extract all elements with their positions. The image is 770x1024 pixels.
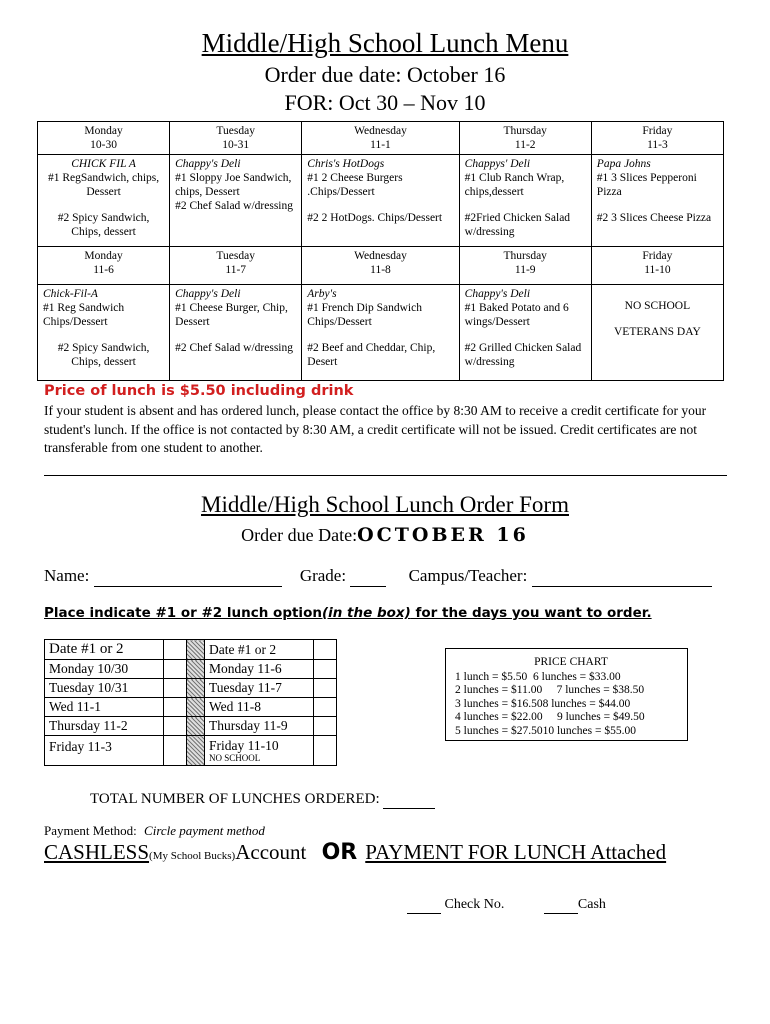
price-chart-line: 5 lunches = $27.5010 lunches = $55.00 [455, 724, 636, 737]
menu-cell: Papa Johns #1 3 Slices Pepperoni Pizza #2 3 Slices Cheese Pizza [591, 155, 723, 247]
cashless-option[interactable]: CASHLESS [44, 840, 150, 864]
payment-label: Payment Method: [44, 823, 137, 838]
grade-label: Grade: [299, 566, 347, 585]
order-due-label: Order due date: [264, 62, 402, 87]
price-chart-title: PRICE CHART [534, 656, 608, 668]
payment-method [44, 823, 265, 839]
order-right-header: Date #1 or 2 [205, 640, 314, 660]
order-box[interactable] [314, 660, 337, 679]
date-range: FOR: Oct 30 – Nov 10 [284, 90, 486, 115]
menu-day-header: Wednesday 11-1 [302, 122, 459, 155]
no-school-note: NO SCHOOL [624, 300, 691, 312]
week2-header-row [38, 247, 724, 285]
menu-cell: CHICK FIL A #1 RegSandwich, chips, Dessert #2 Spicy Sandwich, Chips, dessert [38, 155, 170, 247]
separator-shade [187, 698, 205, 717]
total-label: TOTAL NUMBER OF LUNCHES ORDERED: [90, 791, 380, 807]
check-field[interactable] [407, 897, 441, 914]
order-box[interactable] [164, 660, 187, 679]
order-date-cell [205, 736, 314, 766]
order-date: Thursday 11-9 [205, 717, 314, 736]
week2-items-row [38, 285, 724, 381]
separator-shade [187, 736, 205, 766]
menu-day-header: Friday 11-10 [591, 247, 723, 285]
order-box[interactable] [164, 679, 187, 698]
menu-cell: Chappy's Deli #1 Sloppy Joe Sandwich, chips, Dessert #2 Chef Salad w/dressing [170, 155, 302, 247]
order-left-header: Date #1 or 2 [45, 640, 164, 660]
account-label: Account [235, 840, 307, 864]
menu-day-header: Thursday 11-9 [459, 247, 591, 285]
order-date: Friday 11-3 [45, 736, 164, 766]
my-school-bucks: (My School Bucks) [149, 850, 236, 862]
menu-cell: Chappy's Deli #1 Cheese Burger, Chip, Dessert #2 Chef Salad w/dressing [170, 285, 302, 381]
menu-day-header: Wednesday 11-8 [302, 247, 459, 285]
menu-cell: Chappy's Deli #1 Baked Potato and 6 wings/Dessert #2 Grilled Chicken Salad w/dressing [459, 285, 591, 381]
instruction: Place indicate #1 or #2 lunch option(in the box) for the days you want to order. [44, 605, 652, 621]
order-box[interactable] [164, 736, 187, 766]
order-table [44, 639, 337, 766]
price-chart [445, 648, 688, 741]
price-chart-line: 1 lunch = $5.50 6 lunches = $33.00 [455, 670, 621, 683]
menu-day-header: Monday 10-30 [38, 122, 170, 155]
total-lunches [90, 791, 435, 809]
order-due-line [0, 62, 770, 88]
payment-hint: Circle payment method [144, 823, 265, 838]
week1-header-row [38, 122, 724, 155]
form-due-value: OCTOBER 16 [357, 524, 529, 546]
page-title: Middle/High School Lunch Menu [201, 28, 569, 58]
name-field[interactable] [94, 566, 282, 587]
menu-cell [591, 285, 723, 381]
price-chart-line: 4 lunches = $22.00 9 lunches = $49.50 [455, 711, 645, 723]
divider [44, 475, 727, 476]
order-box[interactable] [314, 698, 337, 717]
menu-day-header: Thursday 11-2 [459, 122, 591, 155]
form-due-line [0, 524, 770, 546]
order-box[interactable] [164, 698, 187, 717]
total-field[interactable] [383, 791, 435, 809]
menu-day-header: Tuesday 11-7 [170, 247, 302, 285]
order-date: Tuesday 10/31 [45, 679, 164, 698]
menu-cell: Chick-Fil-A #1 Reg Sandwich Chips/Dessert #2 Spicy Sandwich, Chips, dessert [38, 285, 170, 381]
order-date: Wed 11-1 [45, 698, 164, 717]
credit-policy: If your student is absent and has ordered lunch, please contact the office by 8:30 AM to receive a credit certificate for your student's lunch. If the office is not contacted by 8:30 AM, a credit certificate will not be issued. Credit certificates are not transferable from one student to another. [44, 403, 707, 455]
order-box[interactable] [314, 679, 337, 698]
form-title: Middle/High School Lunch Order Form [201, 492, 569, 517]
separator-shade [187, 660, 205, 679]
payment-options [44, 840, 666, 865]
order-box[interactable] [314, 717, 337, 736]
separator-shade [187, 717, 205, 736]
menu-day-header: Friday 11-3 [591, 122, 723, 155]
order-date: Thursday 11-2 [45, 717, 164, 736]
campus-field[interactable] [532, 566, 712, 587]
veterans-day-note: VETERANS DAY [614, 326, 701, 338]
order-box[interactable] [164, 717, 187, 736]
menu-cell: Chris's HotDogs #1 2 Cheese Burgers .Chips/Dessert #2 2 HotDogs. Chips/Dessert [302, 155, 459, 247]
cash-label: Cash [577, 897, 606, 912]
order-box[interactable] [164, 640, 187, 660]
order-box[interactable] [314, 640, 337, 660]
student-fields [44, 566, 712, 587]
week1-items-row [38, 155, 724, 247]
order-date: Monday 11-6 [205, 660, 314, 679]
campus-label: Campus/Teacher: [408, 566, 528, 585]
name-label: Name: [44, 566, 90, 585]
menu-day-header: Tuesday 10-31 [170, 122, 302, 155]
separator-shade [187, 640, 205, 660]
price-notice: Price of lunch is $5.50 including drink [44, 383, 354, 399]
order-due-value: October 16 [406, 62, 506, 87]
no-school-small: NO SCHOOL [209, 753, 261, 763]
or-label: OR [321, 840, 358, 865]
menu-day-header: Monday 11-6 [38, 247, 170, 285]
grade-field[interactable] [350, 566, 386, 587]
order-date: Monday 10/30 [45, 660, 164, 679]
price-chart-line: 2 lunches = $11.00 7 lunches = $38.50 [455, 684, 645, 696]
menu-cell: Arby's #1 French Dip Sandwich Chips/Dessert #2 Beef and Cheddar, Chip, Desert [302, 285, 459, 381]
order-date: Tuesday 11-7 [205, 679, 314, 698]
menu-table [37, 121, 724, 381]
cash-field[interactable] [544, 897, 578, 914]
price-chart-line: 3 lunches = $16.508 lunches = $44.00 [455, 697, 631, 710]
menu-cell: Chappys' Deli #1 Club Ranch Wrap, chips,dessert #2Fried Chicken Salad w/dressing [459, 155, 591, 247]
payment-attached-option[interactable]: PAYMENT FOR LUNCH Attached [365, 840, 667, 864]
check-label: Check No. [444, 897, 505, 912]
order-date: Friday 11-10 [209, 738, 279, 753]
check-cash-line [407, 897, 606, 914]
separator-shade [187, 679, 205, 698]
form-due-label: Order due Date: [241, 525, 358, 545]
order-box[interactable] [314, 736, 337, 766]
order-date: Wed 11-8 [205, 698, 314, 717]
